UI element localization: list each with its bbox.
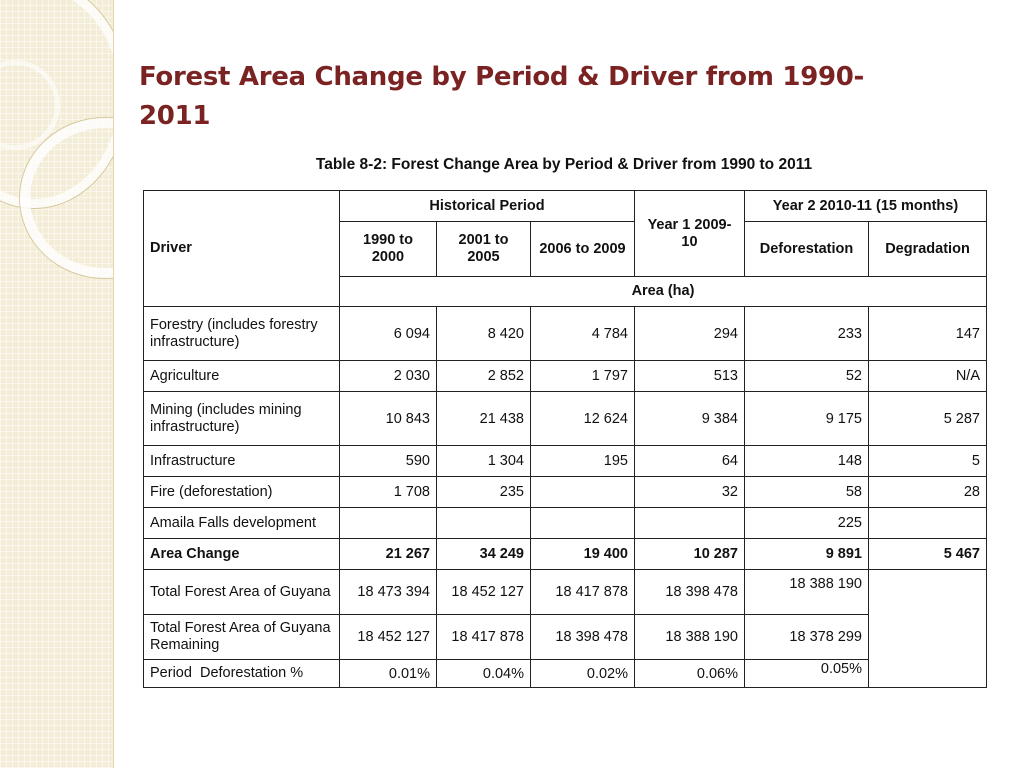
table-row [144, 660, 987, 688]
value-cell: 18 473 394 [340, 570, 437, 615]
header-period-2006-2009: 2006 to 2009 [531, 222, 635, 277]
value-cell: 2 852 [437, 361, 531, 392]
driver-cell: Mining (includes mining infrastructure) [144, 392, 340, 446]
value-cell: 18 398 478 [635, 570, 745, 615]
value-cell: 0.01% [340, 660, 437, 688]
value-cell [869, 508, 987, 539]
header-year-2: Year 2 2010-11 (15 months) [745, 191, 987, 222]
value-cell: 5 [869, 446, 987, 477]
value-cell: 52 [745, 361, 869, 392]
value-cell: 21 267 [340, 539, 437, 570]
value-cell [531, 477, 635, 508]
value-cell: 64 [635, 446, 745, 477]
driver-cell: Total Forest Area of Guyana [144, 570, 340, 615]
value-cell: 9 384 [635, 392, 745, 446]
value-cell: 18 417 878 [437, 615, 531, 660]
value-cell [340, 508, 437, 539]
value-cell: 28 [869, 477, 987, 508]
value-cell: 21 438 [437, 392, 531, 446]
value-cell: 18 452 127 [340, 615, 437, 660]
value-cell: 18 388 190 [745, 570, 869, 615]
value-cell: 1 304 [437, 446, 531, 477]
table-row [144, 361, 987, 392]
value-cell: 294 [635, 307, 745, 361]
value-cell: 2 030 [340, 361, 437, 392]
table-caption: Table 8-2: Forest Change Area by Period & Driver from 1990 to 2011 [315, 156, 813, 173]
value-cell: 58 [745, 477, 869, 508]
value-cell: 4 784 [531, 307, 635, 361]
value-cell: 0.02% [531, 660, 635, 688]
header-historical-period: Historical Period [340, 191, 635, 222]
value-cell: 10 287 [635, 539, 745, 570]
value-cell: 5 287 [869, 392, 987, 446]
value-cell: 10 843 [340, 392, 437, 446]
value-cell: 34 249 [437, 539, 531, 570]
empty-cell [869, 570, 987, 688]
value-cell: 8 420 [437, 307, 531, 361]
value-cell: 148 [745, 446, 869, 477]
table-row [144, 570, 987, 615]
value-cell: 18 452 127 [437, 570, 531, 615]
value-cell [531, 508, 635, 539]
driver-cell: Infrastructure [144, 446, 340, 477]
driver-cell: Fire (deforestation) [144, 477, 340, 508]
table-row [144, 615, 987, 660]
value-cell: 18 378 299 [745, 615, 869, 660]
driver-cell: Forestry (includes forestry infrastructure) [144, 307, 340, 361]
table-row [144, 446, 987, 477]
value-cell: 18 398 478 [531, 615, 635, 660]
value-cell: 0.05% [745, 660, 869, 688]
value-cell: 147 [869, 307, 987, 361]
value-cell: 235 [437, 477, 531, 508]
table-row [144, 307, 987, 361]
value-cell: 195 [531, 446, 635, 477]
value-cell: 590 [340, 446, 437, 477]
header-year-1: Year 1 2009-10 [635, 191, 745, 277]
value-cell: 19 400 [531, 539, 635, 570]
value-cell: 1 708 [340, 477, 437, 508]
value-cell: 9 891 [745, 539, 869, 570]
value-cell: 9 175 [745, 392, 869, 446]
value-cell: N/A [869, 361, 987, 392]
value-cell: 233 [745, 307, 869, 361]
value-cell: 513 [635, 361, 745, 392]
value-cell: 5 467 [869, 539, 987, 570]
table-row [144, 392, 987, 446]
value-cell: 18 417 878 [531, 570, 635, 615]
decorative-sidebar [0, 0, 114, 768]
value-cell: 18 388 190 [635, 615, 745, 660]
value-cell: 225 [745, 508, 869, 539]
header-area-unit: Area (ha) [340, 277, 987, 307]
driver-cell: Area Change [144, 539, 340, 570]
header-deforestation: Deforestation [745, 222, 869, 277]
driver-cell: Amaila Falls development [144, 508, 340, 539]
header-period-1990-2000: 1990 to 2000 [340, 222, 437, 277]
value-cell [635, 508, 745, 539]
slide-title: Forest Area Change by Period & Driver from 1990- 2011 [139, 62, 865, 131]
driver-cell: Agriculture [144, 361, 340, 392]
value-cell: 1 797 [531, 361, 635, 392]
value-cell: 0.04% [437, 660, 531, 688]
table-row [144, 477, 987, 508]
table-row [144, 508, 987, 539]
forest-change-table [143, 190, 987, 688]
value-cell: 0.06% [635, 660, 745, 688]
value-cell: 32 [635, 477, 745, 508]
header-degradation: Degradation [869, 222, 987, 277]
header-period-2001-2005: 2001 to 2005 [437, 222, 531, 277]
header-driver: Driver [144, 191, 340, 307]
value-cell [437, 508, 531, 539]
value-cell: 12 624 [531, 392, 635, 446]
value-cell: 6 094 [340, 307, 437, 361]
table-row-area-change [144, 539, 987, 570]
driver-cell: Period Deforestation % [144, 660, 340, 688]
driver-cell: Total Forest Area of Guyana Remaining [144, 615, 340, 660]
